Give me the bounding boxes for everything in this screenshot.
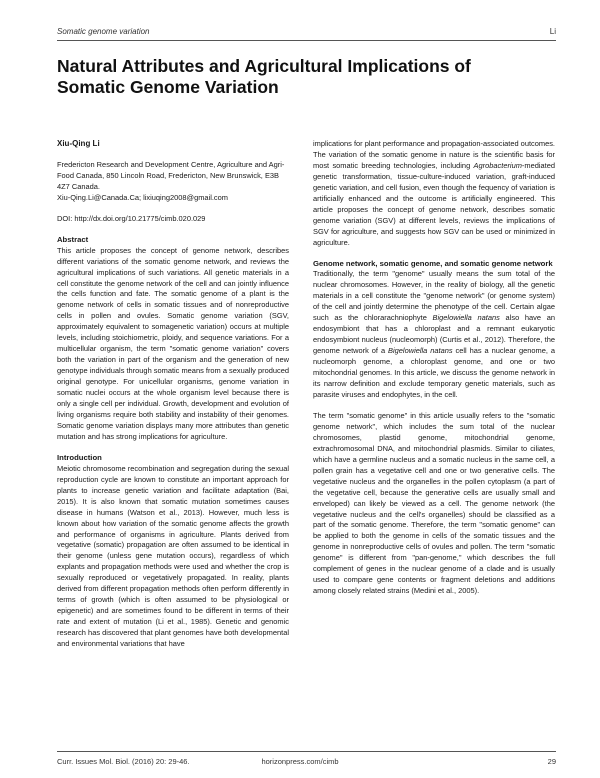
genome-network-heading: Genome network, somatic genome, and somatic genome network	[313, 258, 553, 268]
abstract-text: This article proposes the concept of genome network, describes different variations of the somatic genome network, and reviews the agricultural implications of such variations. All genetic materials in a cell constitute the genome network of the cell and can jointly influence the cells function and fate. The somatic genome of a plant is the genome network of cells in somatic tissues and of nonreproductive cells in pollen and ovules. Somatic genome variation (SGV, approximately equivalent to somagenetic variation) occurs at multiple levels, including stoichiometric, ploidy, and sequence variations. For a multicellular organism, the term "somatic genome variation" covers both the variation in part of the organism and the generation of new genotype individuals through somatic means from a sexually produced original genotype. For unicellular organisms, genome variation in somatic nuclei occurs at the whole organism level because there is only a single cell per individual. Growth, development and evolution of living organisms require both stability and instability of their genomes. Somatic genome variation displays many more attributes than genetic mutation and has strong implications for agriculture.	[57, 245, 289, 441]
agrobacterium-term: Agrobacterium	[473, 160, 522, 170]
genome-network-paragraph-1: Traditionally, the term "genome" usually means the sum total of the nuclear chromosomes. However, in the reality of biology, all the genetic materials in a cell constitute the "genome network" (or genome system) of the cell and jointly determine the phenotype of the cell. Certain algae such as the chlorarachniophyte Bigelowiella natans also have an endosymbiont that has a chloroplast and a remnant eukaryotic endosymbiont nucleus (nucleomorph) (Curtis et al., 2012). Therefore, the genome network of a Bigelowiella natans cell has a nuclear genome, a nucleomorph genome, a chloroplast genome, and one or two mitochondrial genomes. In this article, we discuss the genome network in its narrow definition and exclude temporary genetic materials, such as parasite viruses and endophytes, in the cell.	[313, 269, 555, 399]
doi-link[interactable]: DOI: http://dx.doi.org/10.21775/cimb.020.029	[57, 213, 206, 223]
running-title: Somatic genome variation	[57, 27, 150, 36]
left-column	[57, 139, 289, 650]
species-name: Bigelowiella natans	[432, 313, 500, 323]
abstract-heading: Abstract	[57, 234, 89, 244]
page-number: 29	[547, 757, 556, 766]
header-rule	[57, 40, 556, 41]
species-name: Bigelowiella natans	[388, 346, 453, 356]
genome-network-paragraph-2: The term "somatic genome" in this article usually refers to the "somatic genome network", which includes the sum total of the nuclear chromosomes, plastid genome, mitochondrial genome, extrachromosomal DNA, and mitochondrial plasmids. Similar to ciliates, which have a germline nucleus and a somatic nucleus in the same cell, a pollen grain has a vegetative cell and one or two generative cells. The vegetative nucleus and the organelles in the pollen cytoplasm (a part of the vegetative cell, because the generative cells are usually small and enveloped) can likely be viewed as a cell. The genome network (the vegetative nucleus and the cell's organelles) should be classified as a part of the somatic genome. Therefore, the term "somatic genome" can be applied to both the genome in cells of the somatic tissues and the genome in nonreproductive cells of ovules and pollen. The term "somatic genome" is different from "pan-genome," which describes the full complement of genes in the nuclear genome of a clade and is usually used to compare gene contents or fragment deletions and additions among closely related strains (Medini et al., 2005).	[313, 410, 555, 596]
author-emails: Xiu-Qing.Li@Canada.Ca; lixiuqing2008@gmail.com	[57, 192, 228, 202]
author-affiliation: Fredericton Research and Development Centre, Agriculture and Agri-Food Canada, 850 Lincoln Road, Fredericton, New Brunswick, E3B 4Z7 Canada.	[57, 159, 285, 191]
journal-website[interactable]: horizonpress.com/cimb	[261, 757, 339, 766]
introduction-text: Meiotic chromosome recombination and segregation during the sexual reproduction cycle are known to constitute an important approach for plants to increase genetic variation and facilitate adaptation (Bai, 2015). It is also known that somatic mutation sometimes causes disease in humans (Watson et al., 2013). However, much less is known about how variation of the somatic genome affects the growth and performance of organisms in agriculture. Plants derived from vegetative (somatic) propagation are often assumed to be identical in their genome (unless gene mutation occurs), regardless of which explants and propagation methods were used and whether the crop is sexually reproduced or vegetatively propagated. In reality, plants derived from different propagation methods often perform differently in terms of growth (which is often assumed to be physiological or epigenetic) and are sometimes found to be different in terms of their rate and extent of mutation (Li et al., 1985). Genetic and genomic research has discovered that plant genomes have both developmental and environmental variations that have	[57, 463, 289, 649]
journal-citation: Curr. Issues Mol. Biol. (2016) 20: 29-46.	[57, 757, 190, 766]
footer-rule	[57, 751, 556, 752]
introduction-continued: implications for plant performance and propagation-associated outcomes. The variation of the somatic genome in nature is the scientific basis for most somatic breeding technologies, including Agrobacterium-mediated genetic transformation, tissue-culture-induced variation, graft-induced genetic variation, and cell fusion, even though the fequency of variation is artificially enhanced and the outcome is artificially engineered. This article proposes the concept of genome network, describes somatic genome variation (SGV) at different levels, reviews the implications of SGV for agriculture, and suggests how SGV can be used or minimized in agriculture.	[313, 139, 555, 247]
right-column	[313, 139, 555, 597]
author-name: Xiu-Qing Li	[57, 139, 100, 148]
running-author: Li	[549, 27, 556, 36]
introduction-heading: Introduction	[57, 452, 102, 462]
article-title: Natural Attributes and Agricultural Implications of Somatic Genome Variation	[57, 56, 471, 97]
